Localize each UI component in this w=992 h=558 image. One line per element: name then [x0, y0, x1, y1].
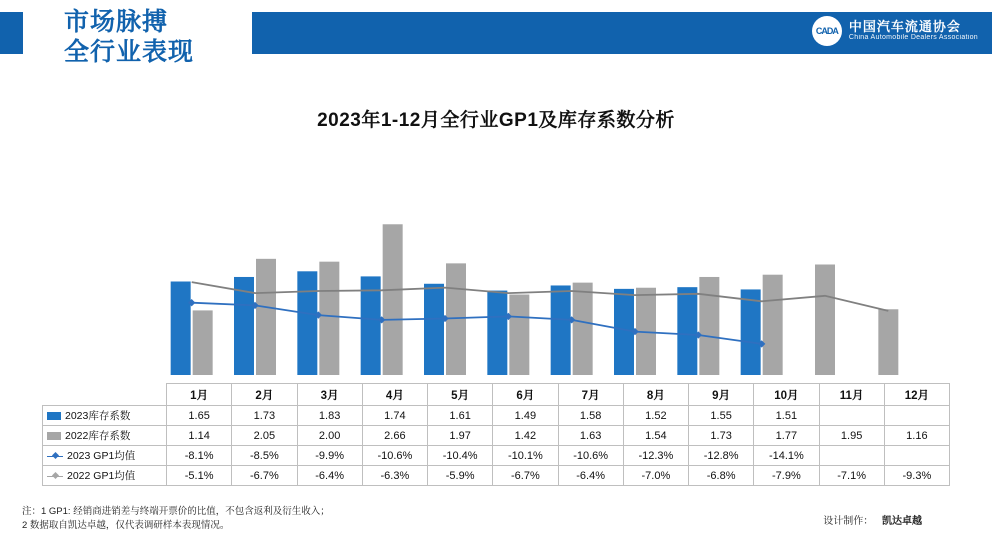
table-cell: -10.4%	[428, 446, 493, 466]
table-cell: 1.61	[428, 406, 493, 426]
table-col-header: 7月	[558, 384, 623, 406]
header-title-line2: 全行业表现	[64, 37, 195, 66]
table-row-label-text: 2022 GP1均值	[67, 470, 136, 482]
table-cell: -6.7%	[232, 466, 297, 486]
table-cell	[884, 446, 949, 466]
table-cell: 1.58	[558, 406, 623, 426]
table-row	[43, 426, 950, 446]
bar-2022-inventory	[383, 224, 403, 375]
bar-2022-inventory	[509, 295, 529, 375]
bar-2022-inventory	[878, 309, 898, 375]
table-cell: 1.73	[232, 406, 297, 426]
table-cell	[819, 406, 884, 426]
design-credit	[823, 512, 922, 527]
table-cell: -7.0%	[623, 466, 688, 486]
legend-swatch-2023-inventory-icon	[47, 412, 61, 420]
footnote-1: 注：1 GP1: 经销商进销差与终端开票价的比值，不包含返利及衍生收入；	[22, 506, 330, 517]
header-title-line1: 市场脉搏	[64, 8, 169, 36]
bar-2022-inventory	[573, 283, 593, 375]
table-cell: 2.66	[362, 426, 427, 446]
bar-2022-inventory	[699, 277, 719, 375]
table-col-header: 6月	[493, 384, 558, 406]
bar-2023-inventory	[614, 289, 634, 375]
chart-data-table	[42, 383, 950, 486]
table-cell: -6.3%	[362, 466, 427, 486]
logo-emblem-icon: CADA	[812, 16, 842, 46]
table-corner-cell	[43, 384, 167, 406]
table-row	[43, 406, 950, 426]
table-cell: -6.7%	[493, 466, 558, 486]
table-cell: 1.74	[362, 406, 427, 426]
bar-2022-inventory	[763, 275, 783, 375]
logo-text-cn: 中国汽车流通协会	[848, 19, 961, 34]
table-cell: -7.1%	[819, 466, 884, 486]
table-row	[43, 446, 950, 466]
legend-line-2022-gp1-icon	[47, 472, 63, 480]
table-cell: -6.4%	[558, 466, 623, 486]
table-cell: 1.42	[493, 426, 558, 446]
chart-plot-area	[160, 170, 920, 375]
chart-svg	[160, 170, 920, 375]
table-col-header: 5月	[428, 384, 493, 406]
logo-text-en: China Automobile Dealers Association	[848, 34, 978, 42]
bar-2023-inventory	[551, 285, 571, 375]
table-cell: -9.9%	[297, 446, 362, 466]
table-cell: 1.16	[884, 426, 949, 446]
table-cell: -5.9%	[428, 466, 493, 486]
table-cell: -6.4%	[297, 466, 362, 486]
table-cell: 1.54	[623, 426, 688, 446]
bar-2022-inventory	[815, 265, 835, 376]
table-cell: -10.6%	[558, 446, 623, 466]
table-cell	[819, 446, 884, 466]
table-cell: -9.3%	[884, 466, 949, 486]
table-cell: -8.5%	[232, 446, 297, 466]
table-cell: 1.73	[689, 426, 754, 446]
table-cell	[884, 406, 949, 426]
table-row-label-text: 2022库存系数	[65, 430, 131, 442]
table-cell: 1.14	[167, 426, 232, 446]
bar-2022-inventory	[256, 259, 276, 375]
credit-label: 设计制作：	[823, 516, 874, 527]
association-logo	[812, 16, 978, 46]
legend-line-2023-gp1-icon	[47, 452, 63, 460]
table-cell: 1.83	[297, 406, 362, 426]
table-row-label	[43, 406, 167, 426]
bar-2022-inventory	[193, 310, 213, 375]
table-header-row	[43, 384, 950, 406]
table-col-header: 12月	[884, 384, 949, 406]
table-col-header: 4月	[362, 384, 427, 406]
table-cell: -14.1%	[754, 446, 819, 466]
table-row-label	[43, 446, 167, 466]
table-row-label	[43, 426, 167, 446]
table-col-header: 1月	[167, 384, 232, 406]
line-2023-gp1	[192, 303, 762, 344]
table-cell: -5.1%	[167, 466, 232, 486]
table-cell: 1.65	[167, 406, 232, 426]
table-cell: 1.63	[558, 426, 623, 446]
table-cell: 2.05	[232, 426, 297, 446]
table-col-header: 8月	[623, 384, 688, 406]
bar-2023-inventory	[487, 291, 507, 375]
table-cell: -10.1%	[493, 446, 558, 466]
table-cell: -8.1%	[167, 446, 232, 466]
table-cell: -7.9%	[754, 466, 819, 486]
table-row-label-text: 2023库存系数	[65, 410, 131, 422]
table-cell: -6.8%	[689, 466, 754, 486]
table-col-header: 3月	[297, 384, 362, 406]
header-accent-bar	[0, 12, 23, 54]
table-cell: 1.51	[754, 406, 819, 426]
table-body	[43, 406, 950, 486]
footnote-2: 2 数据取自凯达卓越，仅代表调研样本表现情况。	[22, 520, 230, 532]
table-cell: -12.3%	[623, 446, 688, 466]
footnotes	[22, 505, 330, 534]
bar-2022-inventory	[319, 262, 339, 375]
table-cell: 1.49	[493, 406, 558, 426]
table-cell: 1.52	[623, 406, 688, 426]
table-row-label-text: 2023 GP1均值	[67, 450, 136, 462]
table-cell: 1.97	[428, 426, 493, 446]
credit-name: 凯达卓越	[882, 516, 922, 527]
table-row	[43, 466, 950, 486]
table-col-header: 9月	[689, 384, 754, 406]
table-col-header: 10月	[754, 384, 819, 406]
bar-2023-inventory	[424, 284, 444, 375]
legend-swatch-2022-inventory-icon	[47, 432, 61, 440]
slide-header	[0, 0, 992, 90]
header-title	[64, 8, 264, 82]
chart-title: 2023年1-12月全行业GP1及库存系数分析	[317, 110, 675, 131]
line-2022-gp1	[192, 282, 889, 311]
bar-2023-inventory	[677, 287, 697, 375]
table-cell: 1.77	[754, 426, 819, 446]
bar-2023-inventory	[171, 282, 191, 376]
bar-2023-inventory	[297, 271, 317, 375]
table-cell: -12.8%	[689, 446, 754, 466]
table-row-label	[43, 466, 167, 486]
table-cell: 1.95	[819, 426, 884, 446]
table-col-header: 11月	[819, 384, 884, 406]
table-cell: -10.6%	[362, 446, 427, 466]
table-col-header: 2月	[232, 384, 297, 406]
table-cell: 2.00	[297, 426, 362, 446]
table-cell: 1.55	[689, 406, 754, 426]
bar-2023-inventory	[741, 289, 761, 375]
